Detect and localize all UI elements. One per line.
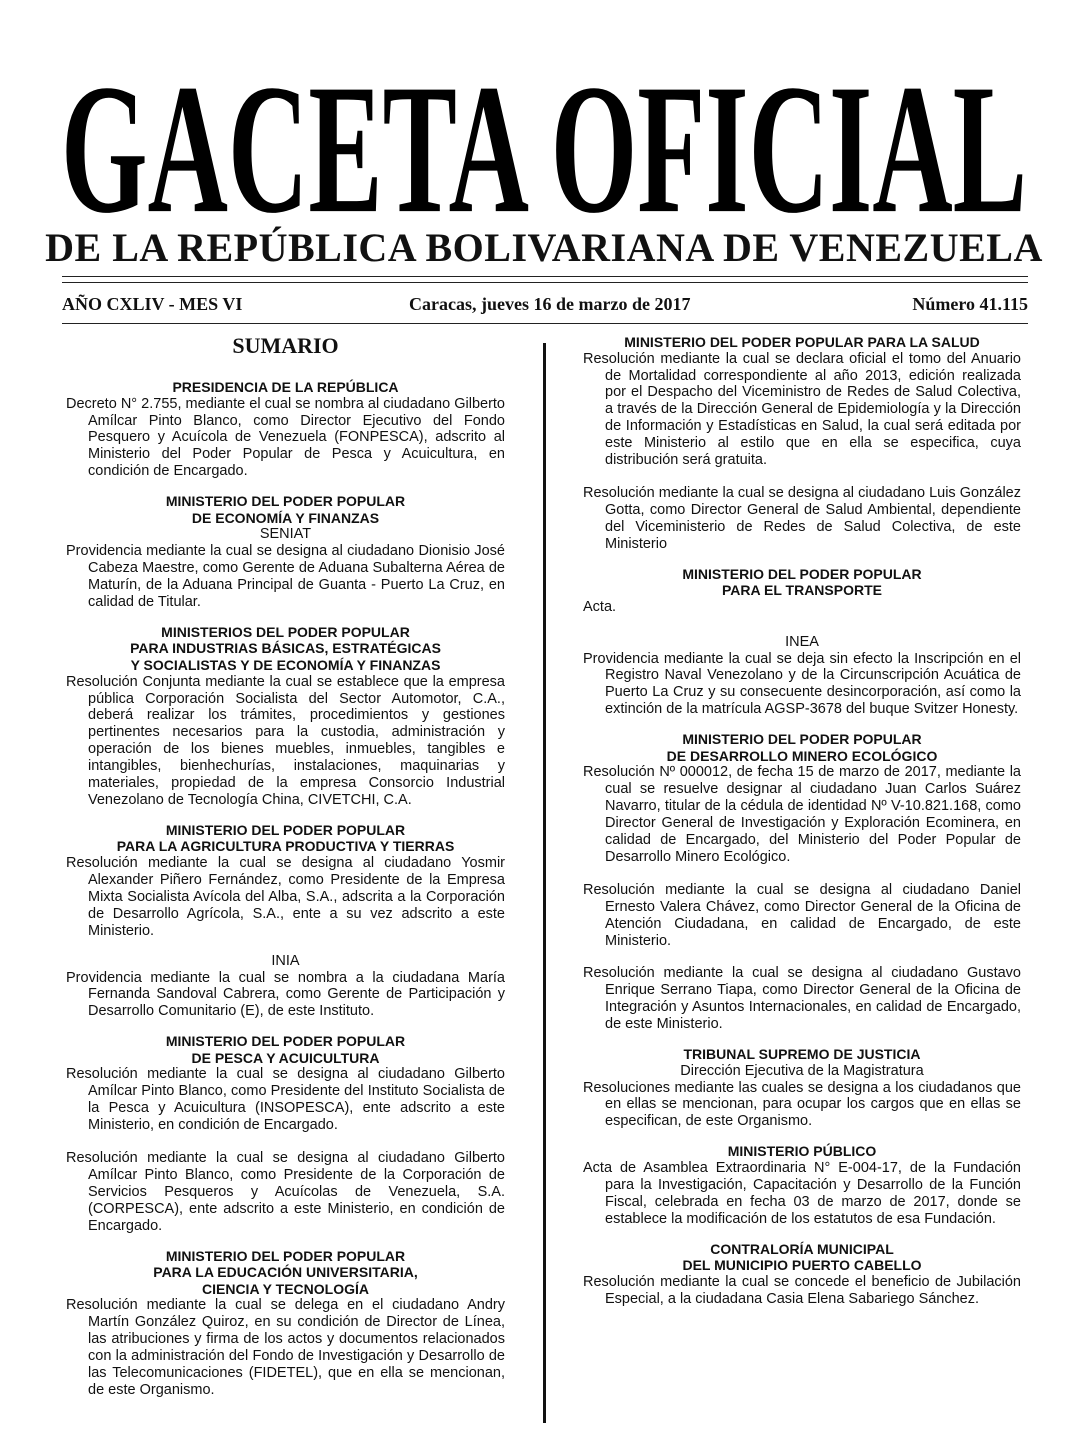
entry-heading-line: DE DESARROLLO MINERO ECOLÓGICO [666,747,938,764]
entry-heading-line: MINISTERIOS DEL PODER POPULAR [161,623,410,640]
entry-paragraph: Providencia mediante la cual se deja sin efecto la Inscripción en el Registro Naval Venezolano y de la Circunscripción Acuática de Puerto La Cruz y su consecuente desincorporación, así como la extinción de la matrícula AGSP-3678 del buque Svitzer Honesty. [583,650,1021,718]
entry-heading-line: CONTRALORÍA MUNICIPAL [710,1240,894,1257]
sumario-heading: SUMARIO [232,333,339,358]
sumario-left-column [66,334,505,1412]
entry-paragraph: Resolución mediante la cual se designa al ciudadano Yosmir Alexander Piñero Fernández, como Presidente de la Empresa Mixta Socialista Avícola del Alba, S.A., adscrita a la Corporación de Desarrollo Agrícola, S.A., ente a su vez adscrito a este Ministerio. [66,855,505,939]
masthead-subtitle: DE LA REPÚBLICA BOLIVARIANA DE VENEZUELA [45,225,1043,270]
issue-date: Caracas, jueves 16 de marzo de 2017 [409,294,691,314]
entry-heading-line: CIENCIA Y TECNOLOGÍA [202,1280,369,1297]
entry-subheading: INEA [785,633,819,650]
entry-paragraph: Providencia mediante la cual se designa al ciudadano Dionisio José Cabeza Maestre, como Gerente de Aduana Subalterna Aérea de Maturín, de la Aduana Principal de Guanta - Puerto La Cruz, en calidad de Titular. [66,543,505,610]
entry-paragraph: Acta. [583,598,617,615]
sumario-entry [66,1033,505,1234]
entry-paragraph: Resolución mediante la cual se designa al ciudadano Gilberto Amílcar Pinto Blanco, como Presidente de la Corporación de Servicios Pesqueros y Acuícolas de Venezuela, S.A. (CORPESCA), ente adscrito a este Ministerio, en condición de Encargado. [66,1150,505,1234]
entry-heading-line: Y SOCIALISTAS Y DE ECONOMÍA Y FINANZAS [130,657,441,674]
sumario-right-column [583,334,1021,1321]
column-divider [543,343,546,1423]
issue-year-month: AÑO CXLIV - MES VI [62,294,243,314]
entry-heading-line: MINISTERIO PÚBLICO [727,1143,877,1160]
entry-heading-line: MINISTERIO DEL PODER POPULAR [165,1033,406,1050]
entry-subheading: SENIAT [259,526,312,543]
entry-paragraph: Resolución Conjunta mediante la cual se establece que la empresa pública Corporación Socialista del Sector Automotor, C.A., deberá realizar los trámites, procedimientos y gestiones pertinentes necesarios para la custodia, administración y operación de los bienes muebles, inmuebles, tangibles e intangibles, bienhechurías, instalaciones, maquinarias y materiales, propiedad de la empresa Consorcio Industrial Venezolano de Tecnología China, CIVETCHI, C.A. [66,673,505,808]
sumario-entry [66,822,505,940]
entry-paragraph: Resolución mediante la cual se designa al ciudadano Luis González Gotta, como Director General de Salud Ambiental, dependiente del Viceministerio de Redes de Salud Colectiva, de este Ministerio [583,484,1021,552]
entry-subheading: INIA [271,952,300,969]
entry-heading-line: MINISTERIO DEL PODER POPULAR [682,731,922,748]
entry-heading-line: PARA LA AGRICULTURA PRODUCTIVA Y TIERRAS [116,838,455,855]
entry-heading-line: DE PESCA Y ACUICULTURA [191,1049,380,1066]
sumario-entry [583,334,1021,553]
sumario-entry [583,566,1021,616]
entry-paragraph: Resolución mediante la cual se designa al ciudadano Gustavo Enrique Serrano Tiapa, como Director General de la Oficina de Integración y Asuntos Internacionales, en calidad de Encargado, de este Ministerio. [583,965,1021,1033]
header-rule-second [62,282,1028,283]
sumario-entry [66,379,505,480]
masthead-title-svg [58,58,1030,226]
entry-heading-line: MINISTERIO DEL PODER POPULAR [165,1247,406,1264]
entry-paragraph: Acta de Asamblea Extraordinaria N° E-004-17, de la Fundación para la Investigación, Capacitación y Desarrollo de la Función Fiscal, celebrada en fecha 03 de marzo de 2017, donde se establece la modificación de los estatutos de esa Fundación. [583,1159,1021,1227]
entry-heading-line: DEL MUNICIPIO PUERTO CABELLO [682,1257,922,1274]
entry-paragraph: Resolución mediante la cual se designa al ciudadano Daniel Ernesto Valera Chávez, como Director General de la Oficina de Atención Ciudadana, en calidad de Encargado, de este Ministerio. [583,881,1021,949]
sumario-entry [66,1248,505,1399]
sumario-entry [583,1241,1021,1308]
entry-paragraph: Decreto N° 2.755, mediante el cual se nombra al ciudadano Gilberto Amílcar Pinto Blanco, como Director Ejecutivo del Fondo Pesquero y Acuícola de Venezuela (FONPESCA), adscrito al Ministerio del Poder Popular de Pesca y Acuicultura, en condición de Encargado. [66,395,505,480]
sumario-entry [583,634,1021,719]
entry-paragraph: Resolución mediante la cual se designa al ciudadano Gilberto Amílcar Pinto Blanco, como Presidente del Instituto Socialista de la Pesca y Acuicultura (INSOPESCA), ente adscrito a este Ministerio, en condición de Encargado. [66,1066,505,1134]
sumario-entry [583,1143,1021,1227]
issue-info-bar [62,294,1028,320]
entry-heading-line: MINISTERIO DEL PODER POPULAR [165,821,406,838]
sumario-entry [66,953,505,1021]
sumario-entry [583,731,1021,1033]
entry-heading-line: MINISTERIO DEL PODER POPULAR [682,565,922,582]
sumario-entry [66,493,505,611]
entry-heading-line: PARA LA EDUCACIÓN UNIVERSITARIA, [153,1264,418,1281]
issue-number: Número 41.115 [912,294,1028,314]
masthead-title-text: GACETA OFICIAL [61,58,1028,226]
masthead-title [58,58,1030,226]
entry-heading-line: TRIBUNAL SUPREMO DE JUSTICIA [683,1046,921,1063]
entry-paragraph: Resolución mediante la cual se delega en el ciudadano Andry Martín González Quiroz, en su condición de Director de Línea, las atribuciones y firma de los actos y documentos relacionados con la administración del Fondo de Investigación y Desarrollo de las Telecomunicaciones (FIDETEL), que en ella se mencionan, de este Organismo. [66,1297,505,1398]
entry-heading-line: MINISTERIO DEL PODER POPULAR [165,493,406,510]
entry-subheading: Dirección Ejecutiva de la Magistratura [680,1062,924,1079]
entry-paragraph: Providencia mediante la cual se nombra a la ciudadana María Fernanda Sandoval Cabrera, como Gerente de Participación y Desarrollo Comunitario (E), de este Instituto. [66,969,505,1020]
sumario-entry [583,1046,1021,1130]
entry-heading-line: PARA INDUSTRIAS BÁSICAS, ESTRATÉGICAS [130,640,441,657]
entry-heading-line: PRESIDENCIA DE LA REPÚBLICA [172,379,399,395]
entry-paragraph: Resoluciones mediante las cuales se designa a los ciudadanos que en ellas se mencionan, para ocupar los cargos que en ellas se especifican, de este Organismo. [583,1079,1021,1130]
sumario-entry [66,624,505,809]
entry-paragraph: Resolución mediante la cual se declara oficial el tomo del Anuario de Mortalidad correspondiente al año 2013, edición realizada por el Despacho del Viceministro de Redes de Salud Colectiva, a través de la Dirección General de Epidemiología y la Dirección de Información y Estadísticas en Salud, la cual será editada por este Ministerio al estilo que en ella se especifica, cuya distribución será gratuita. [583,350,1021,469]
entry-heading-line: PARA EL TRANSPORTE [722,582,882,599]
entry-paragraph: Resolución Nº 000012, de fecha 15 de marzo de 2017, mediante la cual se resuelve designar al ciudadano Juan Carlos Suárez Navarro, titular de la cédula de identidad Nº V-10.821.168, como Director General de Investigación y Exploración Ecominera, en calidad de Encargado, del Ministerio del Poder Popular de Desarrollo Minero Ecológico. [583,764,1021,865]
entry-heading-line: MINISTERIO DEL PODER POPULAR PARA LA SALUD [624,334,980,350]
entry-heading-line: DE ECONOMÍA Y FINANZAS [191,509,380,526]
entry-paragraph: Resolución mediante la cual se concede el beneficio de Jubilación Especial, a la ciudadana Casia Elena Sabariego Sánchez. [583,1273,1021,1307]
header-rule-top [62,276,1028,277]
info-rule [62,323,1028,324]
